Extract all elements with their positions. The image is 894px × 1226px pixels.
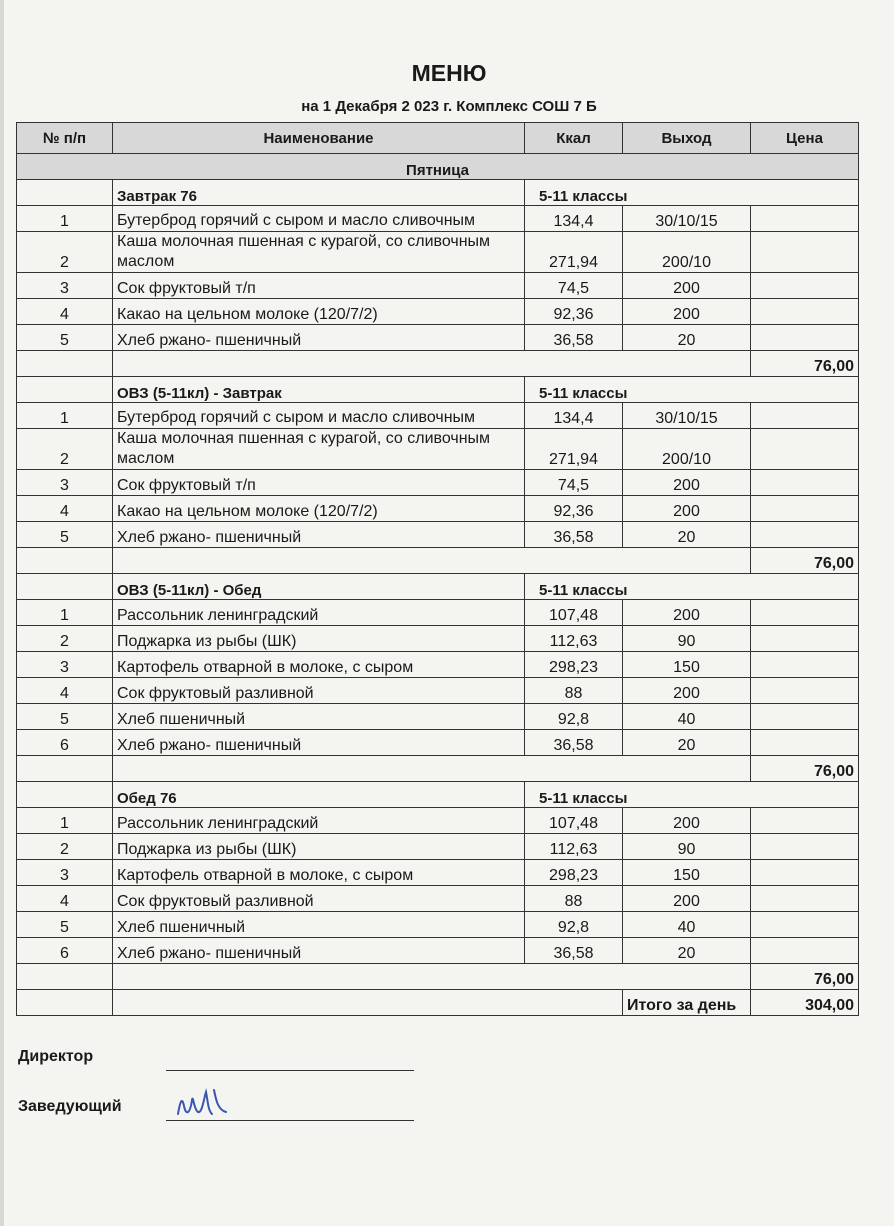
total-empty-cell bbox=[113, 548, 751, 574]
page-subtitle: на 1 Декабря 2 023 г. Комплекс СОШ 7 Б bbox=[301, 98, 597, 115]
section-total: 76,00 bbox=[751, 756, 859, 782]
item-number: 4 bbox=[17, 678, 113, 704]
item-output: 90 bbox=[623, 834, 751, 860]
section-total-row bbox=[17, 548, 859, 574]
item-output: 200 bbox=[623, 273, 751, 299]
director-label: Директор bbox=[18, 1048, 94, 1065]
item-name: Сок фруктовый т/п bbox=[113, 273, 525, 299]
item-output: 40 bbox=[623, 912, 751, 938]
item-price bbox=[751, 600, 859, 626]
item-name: Хлеб пшеничный bbox=[113, 704, 525, 730]
item-name: Сок фруктовый разливной bbox=[113, 678, 525, 704]
item-price bbox=[751, 704, 859, 730]
item-output: 150 bbox=[623, 652, 751, 678]
item-name: Бутерброд горячий с сыром и масло сливочным bbox=[113, 206, 525, 232]
item-number: 2 bbox=[17, 834, 113, 860]
item-name: Каша молочная пшенная с курагой, со сливочным маслом bbox=[113, 429, 525, 470]
menu-item-row bbox=[17, 938, 859, 964]
item-name: Бутерброд горячий с сыром и масло сливочным bbox=[113, 403, 525, 429]
item-kcal: 36,58 bbox=[525, 730, 623, 756]
section-total-row bbox=[17, 351, 859, 377]
item-price bbox=[751, 273, 859, 299]
grand-empty-cell bbox=[113, 990, 623, 1016]
item-number: 2 bbox=[17, 626, 113, 652]
menu-item-row bbox=[17, 299, 859, 325]
section-total-row bbox=[17, 964, 859, 990]
menu-item-row bbox=[17, 522, 859, 548]
menu-item-row bbox=[17, 886, 859, 912]
item-kcal: 107,48 bbox=[525, 808, 623, 834]
item-name: Какао на цельном молоке (120/7/2) bbox=[113, 496, 525, 522]
item-name: Поджарка из рыбы (ШК) bbox=[113, 626, 525, 652]
item-number: 1 bbox=[17, 808, 113, 834]
item-name: Какао на цельном молоке (120/7/2) bbox=[113, 299, 525, 325]
item-number: 4 bbox=[17, 299, 113, 325]
header-row bbox=[17, 123, 859, 154]
item-price bbox=[751, 403, 859, 429]
item-name: Каша молочная пшенная с курагой, со сливочным маслом bbox=[113, 232, 525, 273]
item-number: 5 bbox=[17, 912, 113, 938]
item-kcal: 92,8 bbox=[525, 704, 623, 730]
grand-empty-cell bbox=[17, 990, 113, 1016]
menu-item-row bbox=[17, 470, 859, 496]
item-number: 5 bbox=[17, 325, 113, 351]
item-output: 40 bbox=[623, 704, 751, 730]
menu-item-row bbox=[17, 912, 859, 938]
section-total: 76,00 bbox=[751, 548, 859, 574]
item-kcal: 298,23 bbox=[525, 860, 623, 886]
section-classes: 5-11 классы bbox=[525, 377, 859, 403]
menu-item-row bbox=[17, 273, 859, 299]
item-price bbox=[751, 206, 859, 232]
item-price bbox=[751, 299, 859, 325]
total-empty-cell bbox=[17, 964, 113, 990]
section-total-row bbox=[17, 756, 859, 782]
total-empty-cell bbox=[17, 548, 113, 574]
item-number: 1 bbox=[17, 403, 113, 429]
section-header-row bbox=[17, 180, 859, 206]
total-empty-cell bbox=[113, 756, 751, 782]
item-output: 200/10 bbox=[623, 429, 751, 470]
item-output: 200/10 bbox=[623, 232, 751, 273]
section-num-cell bbox=[17, 377, 113, 403]
item-price bbox=[751, 808, 859, 834]
section-header-row bbox=[17, 377, 859, 403]
item-price bbox=[751, 470, 859, 496]
item-output: 90 bbox=[623, 626, 751, 652]
item-number: 2 bbox=[17, 429, 113, 470]
item-number: 1 bbox=[17, 600, 113, 626]
item-price bbox=[751, 886, 859, 912]
item-number: 3 bbox=[17, 470, 113, 496]
item-name: Хлеб ржано- пшеничный bbox=[113, 522, 525, 548]
item-price bbox=[751, 730, 859, 756]
item-kcal: 92,8 bbox=[525, 912, 623, 938]
total-empty-cell bbox=[113, 964, 751, 990]
item-output: 30/10/15 bbox=[623, 403, 751, 429]
menu-sheet bbox=[4, 0, 894, 1226]
section-title: ОВЗ (5-11кл) - Обед bbox=[113, 574, 525, 600]
item-price bbox=[751, 496, 859, 522]
total-empty-cell bbox=[17, 756, 113, 782]
item-output: 200 bbox=[623, 886, 751, 912]
menu-item-row bbox=[17, 704, 859, 730]
manager-label: Заведующий bbox=[18, 1098, 122, 1115]
menu-item-row bbox=[17, 808, 859, 834]
item-name: Сок фруктовый т/п bbox=[113, 470, 525, 496]
item-kcal: 74,5 bbox=[525, 273, 623, 299]
day-row bbox=[17, 154, 859, 180]
item-name: Картофель отварной в молоке, с сыром bbox=[113, 860, 525, 886]
header-num: № п/п bbox=[17, 123, 113, 154]
item-kcal: 74,5 bbox=[525, 470, 623, 496]
item-kcal: 36,58 bbox=[525, 325, 623, 351]
director-signature-line bbox=[166, 1070, 414, 1071]
item-output: 200 bbox=[623, 299, 751, 325]
section-title: Завтрак 76 bbox=[113, 180, 525, 206]
item-name: Хлеб ржано- пшеничный bbox=[113, 325, 525, 351]
menu-item-row bbox=[17, 860, 859, 886]
item-number: 4 bbox=[17, 496, 113, 522]
section-num-cell bbox=[17, 782, 113, 808]
section-classes: 5-11 классы bbox=[525, 180, 859, 206]
item-output: 20 bbox=[623, 730, 751, 756]
item-kcal: 92,36 bbox=[525, 496, 623, 522]
item-name: Рассольник ленинградский bbox=[113, 808, 525, 834]
item-price bbox=[751, 860, 859, 886]
menu-item-row bbox=[17, 206, 859, 232]
menu-item-row bbox=[17, 429, 859, 470]
item-price bbox=[751, 232, 859, 273]
item-kcal: 88 bbox=[525, 886, 623, 912]
handwritten-signature bbox=[174, 1084, 244, 1124]
section-header-row bbox=[17, 782, 859, 808]
menu-item-row bbox=[17, 678, 859, 704]
item-kcal: 298,23 bbox=[525, 652, 623, 678]
item-kcal: 92,36 bbox=[525, 299, 623, 325]
item-price bbox=[751, 325, 859, 351]
item-kcal: 112,63 bbox=[525, 626, 623, 652]
section-classes: 5-11 классы bbox=[525, 574, 859, 600]
item-number: 4 bbox=[17, 886, 113, 912]
item-output: 150 bbox=[623, 860, 751, 886]
item-number: 5 bbox=[17, 522, 113, 548]
item-number: 1 bbox=[17, 206, 113, 232]
item-name: Поджарка из рыбы (ШК) bbox=[113, 834, 525, 860]
item-output: 20 bbox=[623, 325, 751, 351]
item-price bbox=[751, 912, 859, 938]
item-number: 3 bbox=[17, 273, 113, 299]
item-price bbox=[751, 678, 859, 704]
item-kcal: 36,58 bbox=[525, 938, 623, 964]
menu-item-row bbox=[17, 325, 859, 351]
item-price bbox=[751, 652, 859, 678]
header-kcal: Ккал bbox=[525, 123, 623, 154]
item-kcal: 112,63 bbox=[525, 834, 623, 860]
grand-total-value: 304,00 bbox=[751, 990, 859, 1016]
section-title: Обед 76 bbox=[113, 782, 525, 808]
menu-item-row bbox=[17, 600, 859, 626]
item-price bbox=[751, 834, 859, 860]
menu-item-row bbox=[17, 834, 859, 860]
item-price bbox=[751, 522, 859, 548]
item-output: 20 bbox=[623, 938, 751, 964]
section-total: 76,00 bbox=[751, 351, 859, 377]
item-kcal: 134,4 bbox=[525, 206, 623, 232]
item-output: 200 bbox=[623, 470, 751, 496]
day-label: Пятница bbox=[17, 154, 859, 180]
grand-total-label: Итого за день bbox=[623, 990, 751, 1016]
section-classes: 5-11 классы bbox=[525, 782, 859, 808]
item-price bbox=[751, 429, 859, 470]
item-number: 5 bbox=[17, 704, 113, 730]
item-output: 20 bbox=[623, 522, 751, 548]
header-name: Наименование bbox=[113, 123, 525, 154]
menu-item-row bbox=[17, 652, 859, 678]
section-num-cell bbox=[17, 574, 113, 600]
section-num-cell bbox=[17, 180, 113, 206]
item-kcal: 107,48 bbox=[525, 600, 623, 626]
item-number: 6 bbox=[17, 938, 113, 964]
menu-item-row bbox=[17, 730, 859, 756]
header-out: Выход bbox=[623, 123, 751, 154]
item-kcal: 134,4 bbox=[525, 403, 623, 429]
item-kcal: 271,94 bbox=[525, 232, 623, 273]
item-kcal: 271,94 bbox=[525, 429, 623, 470]
item-output: 200 bbox=[623, 496, 751, 522]
item-name: Хлеб ржано- пшеничный bbox=[113, 938, 525, 964]
header-price: Цена bbox=[751, 123, 859, 154]
item-output: 200 bbox=[623, 600, 751, 626]
item-name: Хлеб ржано- пшеничный bbox=[113, 730, 525, 756]
item-output: 200 bbox=[623, 808, 751, 834]
item-price bbox=[751, 626, 859, 652]
menu-item-row bbox=[17, 626, 859, 652]
menu-item-row bbox=[17, 496, 859, 522]
item-output: 200 bbox=[623, 678, 751, 704]
page-title: МЕНЮ bbox=[411, 60, 487, 86]
item-name: Картофель отварной в молоке, с сыром bbox=[113, 652, 525, 678]
item-number: 3 bbox=[17, 860, 113, 886]
menu-table bbox=[16, 122, 859, 1016]
section-header-row bbox=[17, 574, 859, 600]
item-name: Хлеб пшеничный bbox=[113, 912, 525, 938]
grand-total-row bbox=[17, 990, 859, 1016]
item-output: 30/10/15 bbox=[623, 206, 751, 232]
item-price bbox=[751, 938, 859, 964]
item-kcal: 88 bbox=[525, 678, 623, 704]
total-empty-cell bbox=[17, 351, 113, 377]
section-total: 76,00 bbox=[751, 964, 859, 990]
item-number: 2 bbox=[17, 232, 113, 273]
total-empty-cell bbox=[113, 351, 751, 377]
menu-item-row bbox=[17, 403, 859, 429]
section-title: ОВЗ (5-11кл) - Завтрак bbox=[113, 377, 525, 403]
item-number: 3 bbox=[17, 652, 113, 678]
item-number: 6 bbox=[17, 730, 113, 756]
item-name: Сок фруктовый разливной bbox=[113, 886, 525, 912]
menu-item-row bbox=[17, 232, 859, 273]
item-kcal: 36,58 bbox=[525, 522, 623, 548]
item-name: Рассольник ленинградский bbox=[113, 600, 525, 626]
